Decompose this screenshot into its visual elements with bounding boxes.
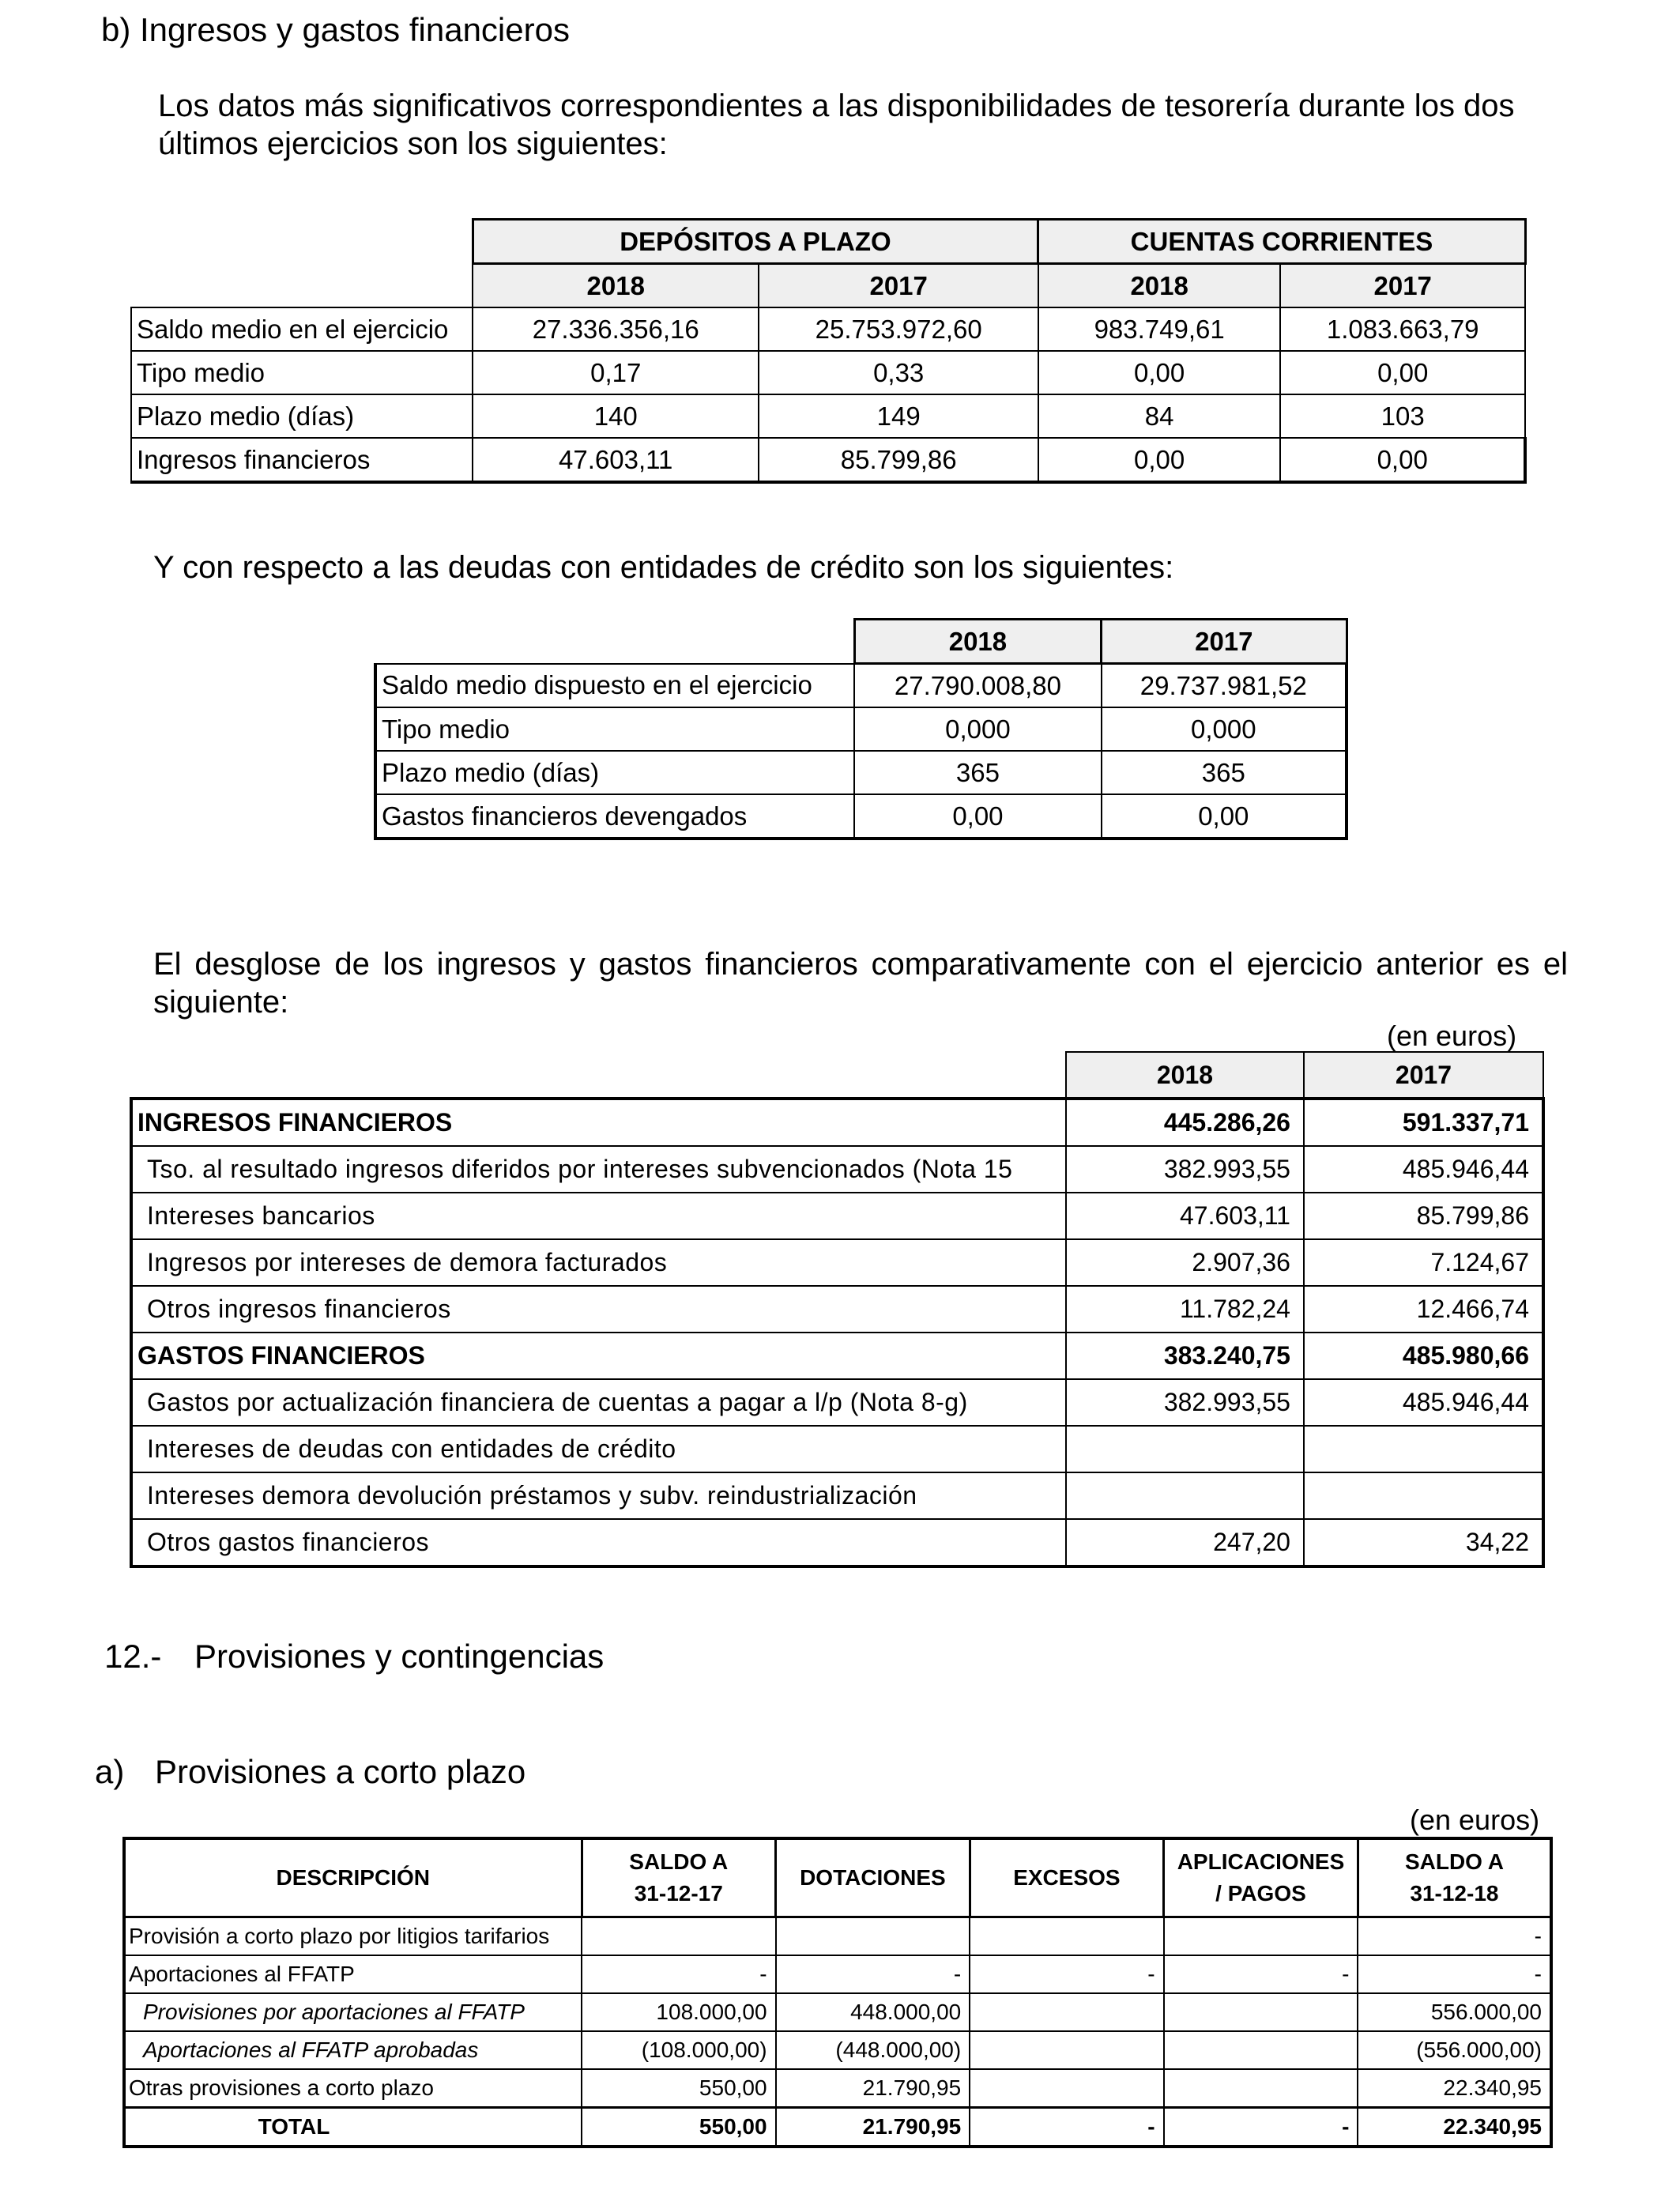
row-label: GASTOS FINANCIEROS [131,1333,1066,1379]
cell-value: 7.124,67 [1304,1239,1543,1286]
cell-value: 448.000,00 [776,1993,970,2031]
row-label-text: Tso. al resultado ingresos diferidos por intereses subvencionados (Nota 15 [147,1155,1013,1183]
table-row [131,394,1525,438]
cell-value: 382.993,55 [1066,1146,1304,1193]
cell-value: 22.340,95 [1358,2069,1551,2108]
header-descripcion: DESCRIPCIÓN [124,1838,582,1917]
cell-value [970,1917,1163,1956]
cell-value [1164,2069,1358,2108]
row-label [131,1146,1066,1193]
cell-value: (448.000,00) [776,2031,970,2069]
empty-corner [131,220,473,264]
cell-value [1066,1426,1304,1472]
header-saldo-inicial [582,1838,776,1917]
cell-value: 11.782,24 [1066,1286,1304,1333]
header-cuentas: CUENTAS CORRIENTES [1038,220,1525,264]
cell-value [776,1917,970,1956]
cell-value: 550,00 [582,2069,776,2108]
row-label: Aportaciones al FFATP [124,1955,582,1993]
header-row [124,1838,1551,1917]
row-label: Otras provisiones a corto plazo [124,2069,582,2108]
cell-value: 29.737.981,52 [1102,664,1347,708]
total-label-text: TOTAL [258,2114,330,2139]
cell-value: - [582,1955,776,1993]
section-12-number: 12.- [104,1638,162,1675]
cell-value [970,1993,1163,2031]
cell-value: 1.083.663,79 [1280,307,1525,351]
cell-value: 47.603,11 [473,438,759,482]
table-row [131,1239,1543,1286]
cell-value: 85.799,86 [759,438,1038,482]
cell-value: - [1164,1955,1358,1993]
header-aplicaciones [1164,1838,1358,1917]
cell-value: 2.907,36 [1066,1239,1304,1286]
section-a-title: Provisiones a corto plazo [155,1753,526,1790]
total-value: - [1164,2108,1358,2147]
table-row [131,1472,1543,1519]
table-row [375,751,1347,794]
table-row [131,1426,1543,1472]
cell-value: 0,00 [1280,351,1525,394]
table-row [375,794,1347,839]
table-row [131,1286,1543,1333]
breakdown-intro-line-2: siguiente: [153,985,289,1020]
total-value: 22.340,95 [1358,2108,1551,2147]
cell-value: 140 [473,394,759,438]
cell-value [1304,1426,1543,1472]
cell-value: (108.000,00) [582,2031,776,2069]
total-value: 550,00 [582,2108,776,2147]
cell-value [1304,1472,1543,1519]
year-header: 2018 [1066,1052,1304,1099]
header-date: 31-12-18 [1410,1881,1499,1906]
intro-line-1: Los datos más significativos correspondientes a las disponibilidades de tesorería durante los dos [158,89,1515,123]
section-a-letter: a) [95,1753,125,1790]
header-saldo-a: SALDO A [629,1849,729,1874]
cell-value: 485.980,66 [1304,1333,1543,1379]
row-label: Provisión a corto plazo por litigios tarifarios [124,1917,582,1956]
row-label: Gastos financieros devengados [375,794,854,839]
breakdown-intro-line-1: El desglose de los ingresos y gastos financieros comparativamente con el ejercicio anterior es el [153,947,1568,982]
year-header: 2017 [1280,264,1525,308]
cell-value: 0,00 [1280,438,1525,482]
cell-value: 485.946,44 [1304,1379,1543,1426]
cell-value: 365 [1102,751,1347,794]
cell-value: 34,22 [1304,1519,1543,1566]
cell-value: - [970,1955,1163,1993]
year-header: 2017 [1102,620,1347,664]
table-row [131,351,1525,394]
year-header: 2018 [473,264,759,308]
table-row [131,438,1525,482]
empty-corner [375,620,854,664]
cell-value: - [1358,1917,1551,1956]
row-label: Intereses demora devolución préstamos y subv. reindustrialización [131,1472,1066,1519]
cell-value: (556.000,00) [1358,2031,1551,2069]
year-header: 2018 [1038,264,1280,308]
table-row [375,707,1347,751]
table-row [131,1146,1543,1193]
table-row [124,2031,1551,2069]
row-label: Intereses bancarios [131,1193,1066,1239]
cell-value: 85.799,86 [1304,1193,1543,1239]
row-label: Saldo medio en el ejercicio [131,307,473,351]
cell-value: - [776,1955,970,1993]
cell-value [1164,1993,1358,2031]
table-row [131,1193,1543,1239]
cell-value: 0,33 [759,351,1038,394]
header-dotaciones: DOTACIONES [776,1838,970,1917]
cell-value: 21.790,95 [776,2069,970,2108]
cell-value: 0,17 [473,351,759,394]
cell-value: 445.286,26 [1066,1099,1304,1146]
row-label: INGRESOS FINANCIEROS [131,1099,1066,1146]
table-row [131,307,1525,351]
row-label: Plazo medio (días) [131,394,473,438]
header-aplicaciones-1: APLICACIONES [1177,1849,1345,1874]
row-label: Provisiones por aportaciones al FFATP [124,1993,582,2031]
row-label: Otros gastos financieros [131,1519,1066,1566]
cell-value [1066,1472,1304,1519]
year-header: 2017 [759,264,1038,308]
provisions-table [122,1837,1553,2148]
cell-value: 47.603,11 [1066,1193,1304,1239]
row-label: Otros ingresos financieros [131,1286,1066,1333]
table-row [131,1099,1543,1146]
debts-table [374,618,1348,840]
cell-value: 365 [854,751,1101,794]
header-excesos: EXCESOS [970,1838,1163,1917]
cell-value: 12.466,74 [1304,1286,1543,1333]
section-title: b) Ingresos y gastos financieros [101,11,570,48]
cell-value: 0,00 [1038,351,1280,394]
header-saldo-final [1358,1838,1551,1917]
cell-value [970,2031,1163,2069]
cell-value [970,2069,1163,2108]
cell-value: 0,00 [1102,794,1347,839]
row-label: Tipo medio [375,707,854,751]
cell-value: 149 [759,394,1038,438]
cell-value: 485.946,44 [1304,1146,1543,1193]
section-12-title: Provisiones y contingencias [194,1638,605,1675]
empty-corner [131,264,473,308]
cell-value: 591.337,71 [1304,1099,1543,1146]
row-label: Plazo medio (días) [375,751,854,794]
breakdown-table [130,1051,1545,1568]
cell-value: 27.790.008,80 [854,664,1101,708]
row-label: Aportaciones al FFATP aprobadas [124,2031,582,2069]
cell-value: 247,20 [1066,1519,1304,1566]
cell-value [1164,1917,1358,1956]
table-row [131,1379,1543,1426]
cell-value: 0,00 [854,794,1101,839]
cell-value: 0,00 [1038,438,1280,482]
cell-value: 0,000 [1102,707,1347,751]
year-header: 2018 [854,620,1101,664]
provisions-currency-note: (en euros) [1410,1804,1540,1836]
total-label [124,2108,582,2147]
cell-value: 25.753.972,60 [759,307,1038,351]
row-label: Saldo medio dispuesto en el ejercicio [375,664,854,708]
cell-value: 983.749,61 [1038,307,1280,351]
table-row [375,664,1347,708]
header-date: 31-12-17 [634,1881,723,1906]
row-label: Gastos por actualización financiera de cuentas a pagar a l/p (Nota 8-g) [131,1379,1066,1426]
cell-value: 0,000 [854,707,1101,751]
total-value: - [970,2108,1163,2147]
cell-value: - [1358,1955,1551,1993]
cell-value: 382.993,55 [1066,1379,1304,1426]
treasury-table [130,218,1527,484]
currency-note: (en euros) [1387,1020,1517,1052]
header-aplicaciones-2: / PAGOS [1215,1881,1306,1906]
row-label: Ingresos por intereses de demora facturados [131,1239,1066,1286]
row-label: Tipo medio [131,351,473,394]
cell-value: 383.240,75 [1066,1333,1304,1379]
header-saldo-a: SALDO A [1404,1849,1504,1874]
cell-value: 108.000,00 [582,1993,776,2031]
cell-value: 84 [1038,394,1280,438]
table-row [131,1333,1543,1379]
header-depositos: DEPÓSITOS A PLAZO [473,220,1038,264]
row-label: Intereses de deudas con entidades de crédito [131,1426,1066,1472]
year-header: 2017 [1304,1052,1543,1099]
table-row [124,1993,1551,2031]
cell-value: 103 [1280,394,1525,438]
empty-corner [131,1052,1066,1099]
table-row [124,2069,1551,2108]
table-row [124,1955,1551,1993]
cell-value: 27.336.356,16 [473,307,759,351]
cell-value: 556.000,00 [1358,1993,1551,2031]
cell-value [1164,2031,1358,2069]
total-value: 21.790,95 [776,2108,970,2147]
table-row [124,1917,1551,1956]
debts-intro: Y con respecto a las deudas con entidades de crédito son los siguientes: [153,550,1174,585]
cell-value [582,1917,776,1956]
total-row [124,2108,1551,2147]
table-row [131,1519,1543,1566]
intro-line-2: últimos ejercicios son los siguientes: [158,126,668,161]
row-label: Ingresos financieros [131,438,473,482]
